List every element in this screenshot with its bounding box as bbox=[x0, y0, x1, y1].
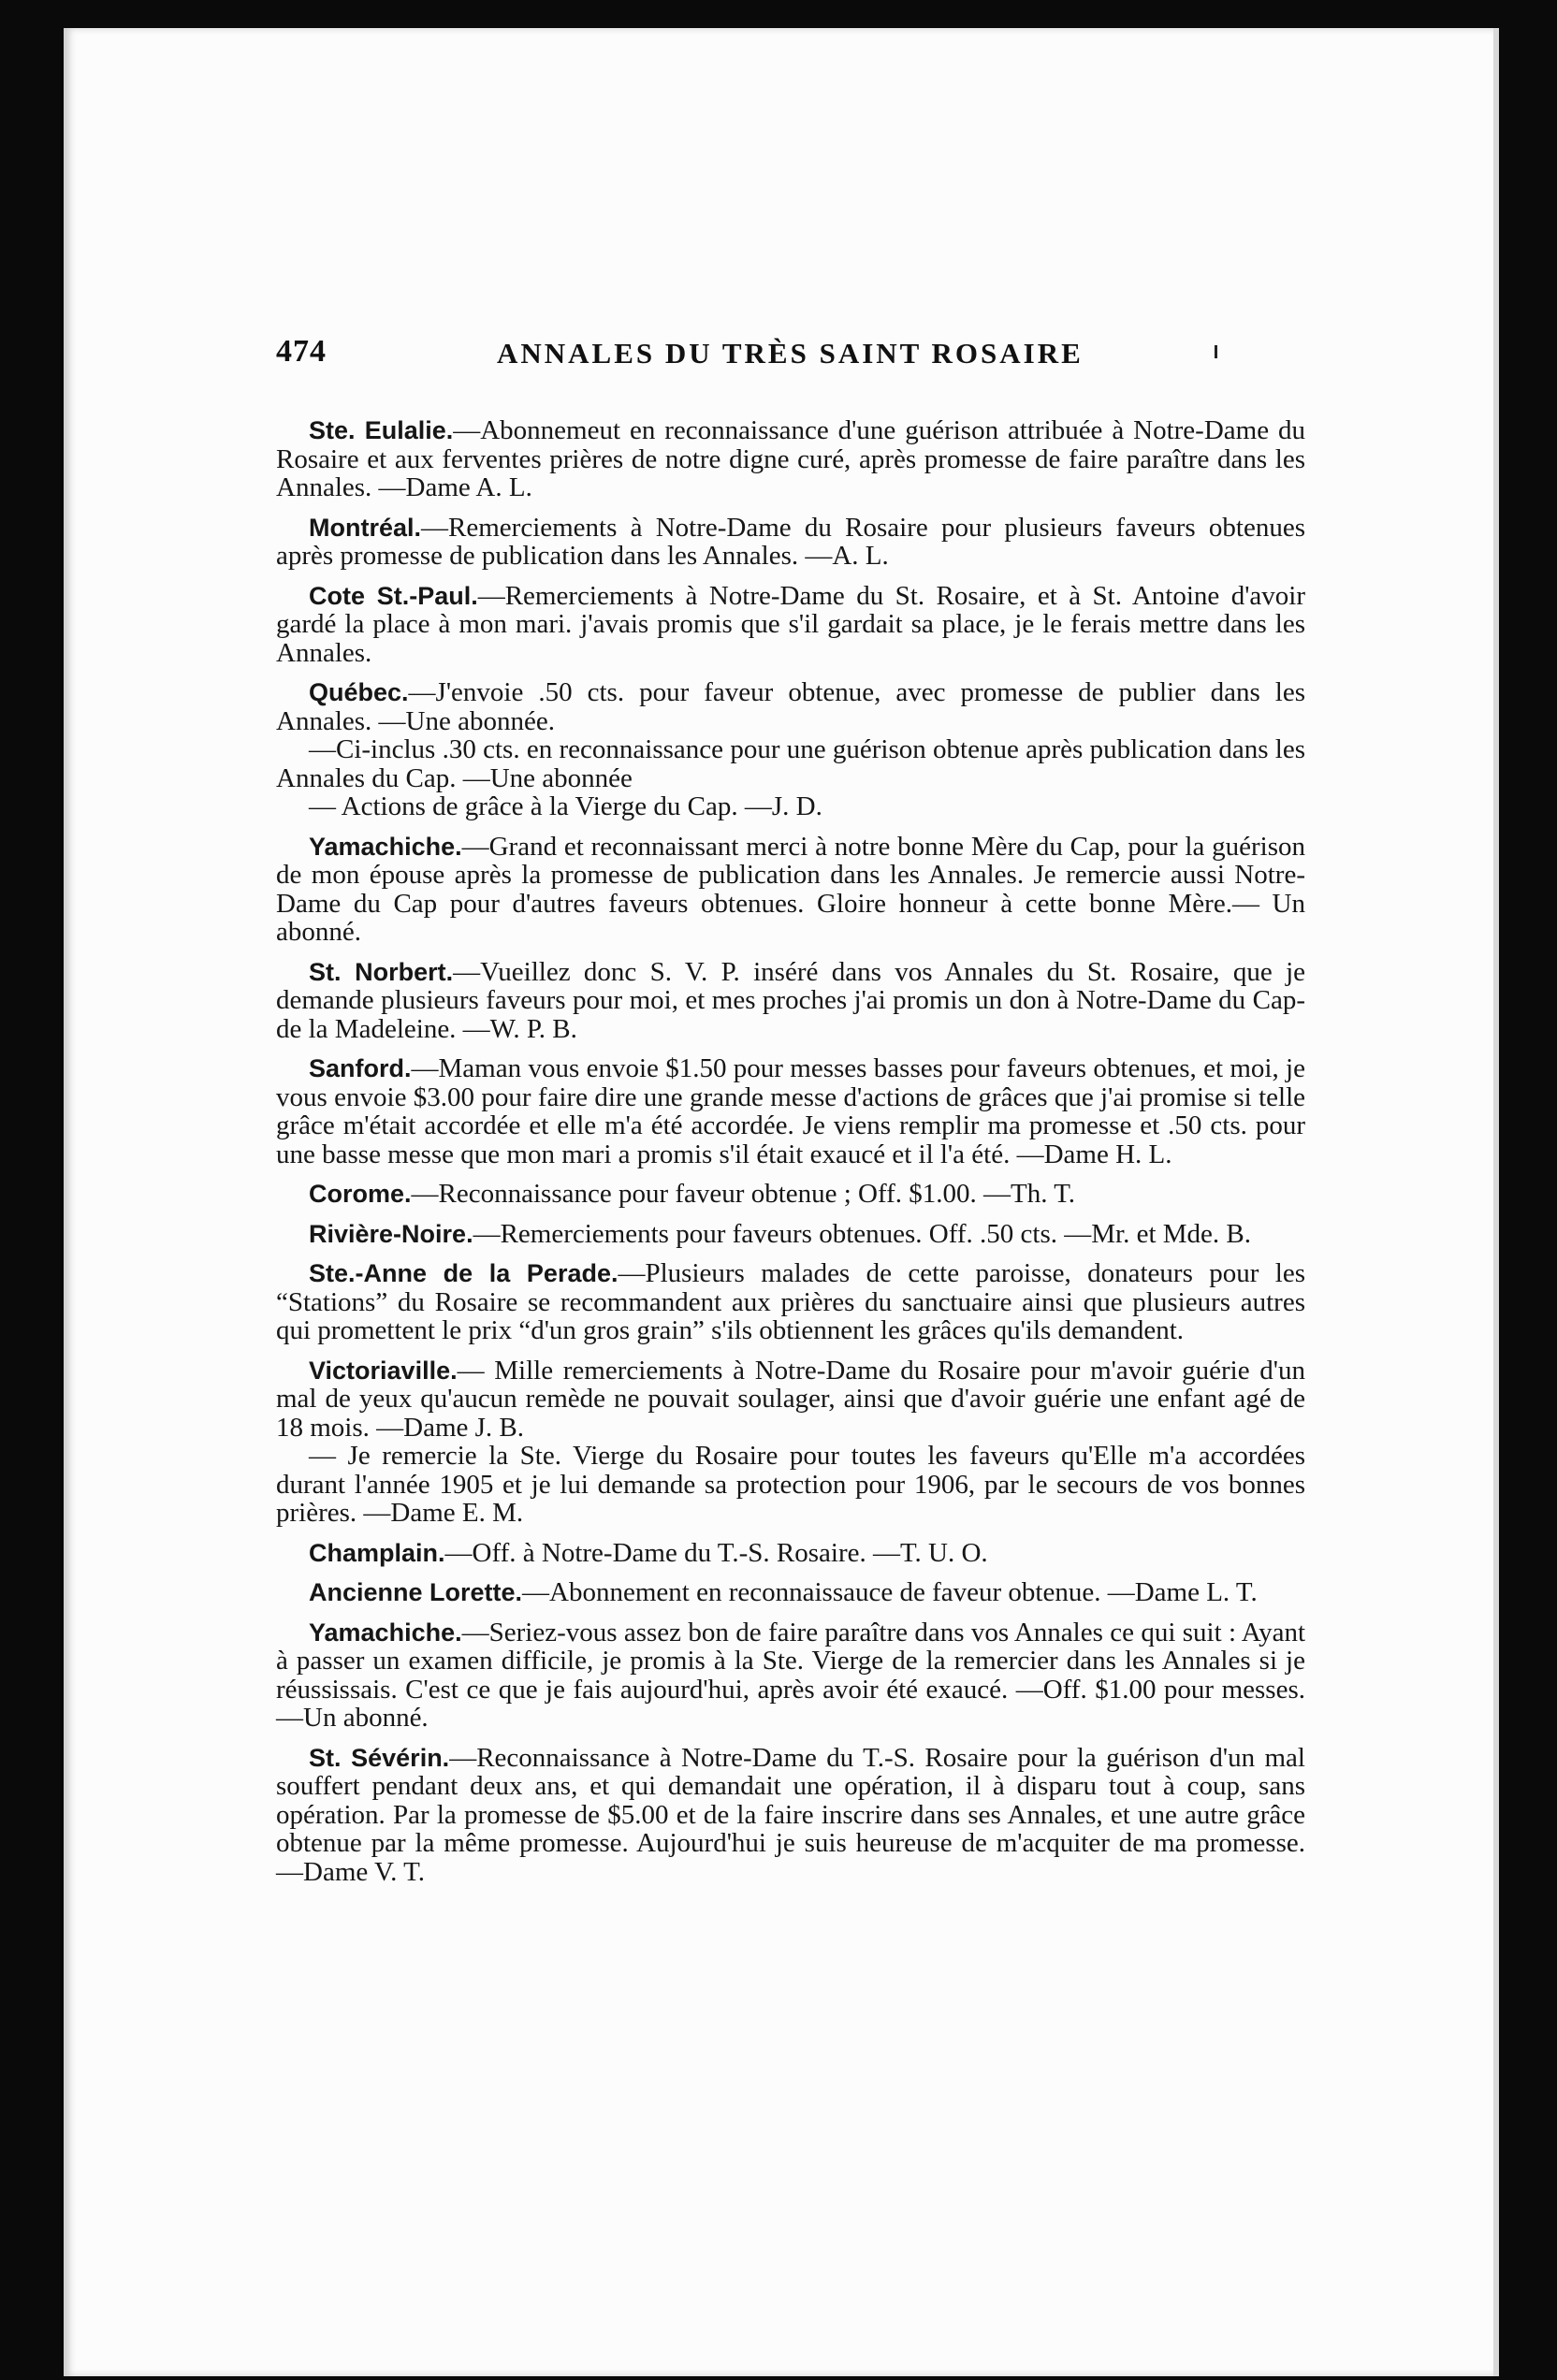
entry bbox=[276, 1744, 1305, 1887]
place-name: Yamachiche. bbox=[309, 1618, 462, 1647]
entry-text: —Grand et reconnaissant merci à notre bonne Mère du Cap, pour la guérison de mon épouse après la promesse de publication dans les Annales. Je remercie aussi Notre-Dame du Cap pour d'autres faveurs obtenues. Gloire honneur à cette bonne Mère.— Un abonné. bbox=[276, 831, 1305, 947]
entry-text: —Ci-inclus .30 cts. en reconnaissance pour une guérison obtenue après publication dans les Annales du Cap. —Une abonnée bbox=[276, 734, 1305, 793]
entry bbox=[276, 958, 1305, 1044]
place-name: Ste.-Anne de la Perade. bbox=[309, 1259, 618, 1287]
place-name: Montréal. bbox=[309, 513, 422, 542]
entry-continuation bbox=[276, 792, 1305, 821]
entry-text: —Seriez-vous assez bon de faire paraître dans vos Annales ce qui suit : Ayant à passer un examen difficile, je promis à la Ste. Vierge de la remercier dans les Annales si je réussissais. C'est ce que je fais aujourd'hui, après avoir été exaucé. —Off. $1.00 pour messes. —Un abonné. bbox=[276, 1617, 1305, 1733]
page-body bbox=[276, 416, 1305, 1897]
entry bbox=[276, 582, 1305, 668]
entry-text: —Remerciements à Notre-Dame du St. Rosaire, et à St. Antoine d'avoir gardé la place à mon mari. j'avais promis que s'il gardait sa place, je le ferais mettre dans les Annales. bbox=[276, 580, 1305, 668]
entry-paragraph bbox=[276, 1744, 1305, 1887]
page-edge bbox=[1493, 28, 1499, 2376]
entry bbox=[276, 1618, 1305, 1733]
place-name: St. Norbert. bbox=[309, 957, 454, 986]
entry bbox=[276, 1180, 1305, 1209]
entry-text: —Remerciements à Notre-Dame du Rosaire pour plusieurs faveurs obtenues après promesse de publication dans les Annales. —A. L. bbox=[276, 512, 1305, 571]
entry-continuation bbox=[276, 735, 1305, 792]
page-number: 474 bbox=[276, 334, 327, 369]
entry-text: —Maman vous envoie $1.50 pour messes basses pour faveurs obtenues, et moi, je vous envoie $3.00 pour faire dire une grande messe d'actions de grâces que j'ai promise si telle grâce m'était accordée et elle m'a été accordée. Je viens remplir ma promesse et .50 cts. pour une basse messe que mon mari a promis s'il était exaucé et il l'a été. —Dame H. L. bbox=[276, 1053, 1305, 1169]
entry bbox=[276, 1539, 1305, 1568]
entry-paragraph bbox=[276, 678, 1305, 735]
entry bbox=[276, 1578, 1305, 1607]
running-title: ANNALES DU TRÈS SAINT ROSAIRE bbox=[497, 337, 1084, 370]
entry-paragraph bbox=[276, 1578, 1305, 1607]
entry-paragraph bbox=[276, 1220, 1305, 1249]
entry-paragraph bbox=[276, 1054, 1305, 1168]
entry-text: —Plusieurs malades de cette paroisse, donateurs pour les “Stations” du Rosaire se recommandent aux prières du sanctuaire ainsi que plusieurs autres qui promettent le prix “d'un gros grain” s'ils obtiennent les grâces qu'ils demandent. bbox=[276, 1258, 1305, 1345]
entry-paragraph bbox=[276, 1259, 1305, 1345]
entry-text: —Remerciements pour faveurs obtenues. Off. .50 cts. —Mr. et Mde. B. bbox=[473, 1218, 1252, 1249]
entry bbox=[276, 1054, 1305, 1168]
entry-paragraph bbox=[276, 582, 1305, 668]
place-name: St. Sévérin. bbox=[309, 1743, 450, 1772]
place-name: Yamachiche. bbox=[309, 832, 462, 861]
entry-text: —Abonnemeut en reconnaissance d'une guérison attribuée à Notre-Dame du Rosaire et aux ferventes prières de notre digne curé, après promesse de faire paraître dans les Annales. —Dame A. L. bbox=[276, 415, 1305, 502]
place-name: Ancienne Lorette. bbox=[309, 1578, 523, 1606]
entry bbox=[276, 1259, 1305, 1345]
entry-text: —Reconnaissance à Notre-Dame du T.-S. Rosaire pour la guérison d'un mal souffert pendant deux ans, et qui demandait une opération, il à disparu tout à coup, sans opération. Par la promesse de $5.00 et de la faire inscrire dans ses Annales, et une autre grâce obtenue par la même promesse. Aujourd'hui je suis heureuse de m'acquiter de ma promesse. —Dame V. T. bbox=[276, 1742, 1305, 1887]
entry-text: —Abonnement en reconnaissauce de faveur obtenue. —Dame L. T. bbox=[522, 1577, 1258, 1607]
place-name: Champlain. bbox=[309, 1538, 445, 1567]
entry-paragraph bbox=[276, 958, 1305, 1044]
entry bbox=[276, 678, 1305, 821]
running-header bbox=[276, 334, 1221, 381]
entry-text: — Mille remerciements à Notre-Dame du Rosaire pour m'avoir guérie d'un mal de yeux qu'aucun remède ne pouvait soulager, ainsi que d'avoir guérie une enfant agé de 18 mois. —Dame J. B. bbox=[276, 1355, 1305, 1443]
entry bbox=[276, 833, 1305, 947]
place-name: Québec. bbox=[309, 678, 409, 706]
entry-text: — Actions de grâce à la Vierge du Cap. —J. D. bbox=[309, 791, 822, 821]
place-name: Sanford. bbox=[309, 1054, 412, 1082]
print-mark bbox=[1215, 345, 1217, 358]
entry-paragraph bbox=[276, 1539, 1305, 1568]
entry bbox=[276, 514, 1305, 571]
entry-text: —Vueillez donc S. V. P. inséré dans vos Annales du St. Rosaire, que je demande plusieurs faveurs pour moi, et mes proches j'ai promis un don à Notre-Dame du Cap-de la Madeleine. —W. P. B. bbox=[276, 956, 1305, 1044]
entry-text: — Je remercie la Ste. Vierge du Rosaire pour toutes les faveurs qu'Elle m'a accordées durant l'année 1905 et je lui demande sa protection pour 1906, par le secours de vos bonnes prières. —Dame E. M. bbox=[276, 1441, 1305, 1528]
place-name: Rivière-Noire. bbox=[309, 1219, 473, 1248]
entry-paragraph bbox=[276, 1357, 1305, 1443]
entry bbox=[276, 1220, 1305, 1249]
place-name: Ste. Eulalie. bbox=[309, 416, 454, 444]
entry-paragraph bbox=[276, 1618, 1305, 1733]
entry-paragraph bbox=[276, 514, 1305, 571]
place-name: Victoriaville. bbox=[309, 1356, 458, 1385]
entry-paragraph bbox=[276, 416, 1305, 502]
entry-text: —Off. à Notre-Dame du T.-S. Rosaire. —T. U. O. bbox=[444, 1537, 988, 1568]
place-name: Cote St.-Paul. bbox=[309, 581, 478, 610]
entry-paragraph bbox=[276, 1180, 1305, 1209]
entry-paragraph bbox=[276, 833, 1305, 947]
entry bbox=[276, 1357, 1305, 1528]
entry bbox=[276, 416, 1305, 502]
entry-continuation bbox=[276, 1442, 1305, 1528]
place-name: Corome. bbox=[309, 1180, 412, 1208]
entry-text: —J'envoie .50 cts. pour faveur obtenue, avec promesse de publier dans les Annales. —Une abonnée. bbox=[276, 677, 1305, 736]
entry-text: —Reconnaissance pour faveur obtenue ; Off. $1.00. —Th. T. bbox=[411, 1179, 1076, 1209]
